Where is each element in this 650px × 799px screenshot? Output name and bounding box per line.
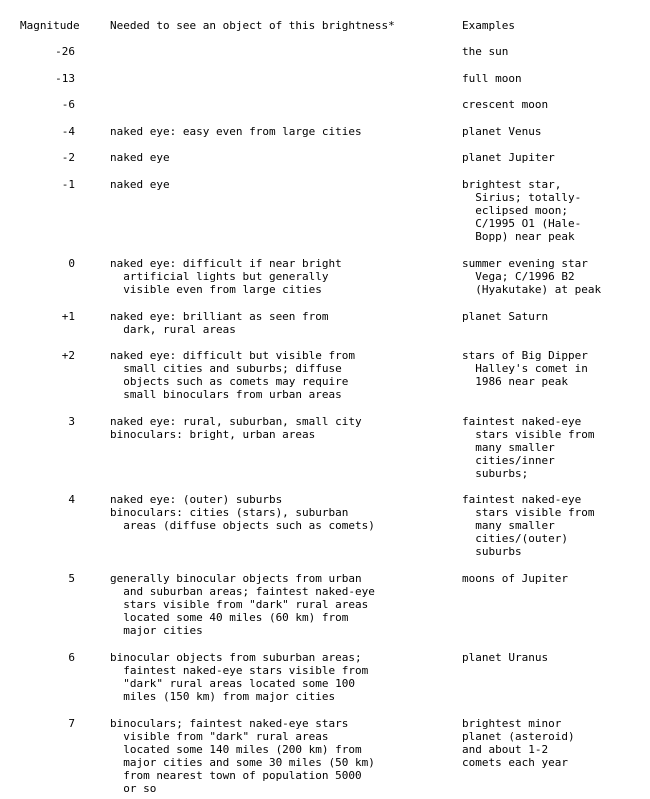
example-line: the sun [462,45,509,58]
magnitude-value: -6 [61,98,75,111]
magnitude-value: 4 [68,493,75,506]
needed-line: faintest naked-eye stars visible from [110,664,369,677]
needed-line: "dark" rural areas located some 100 [110,677,356,690]
example-line: (Hyakutake) at peak [462,283,602,296]
magnitude-value: -26 [55,45,75,58]
needed-line: naked eye [110,151,170,164]
needed-line: binocular objects from suburban areas; [110,651,362,664]
example-line: summer evening star [462,257,588,270]
magnitude-value: -13 [55,72,75,85]
needed-cell [110,125,455,138]
needed-line: binoculars: bright, urban areas [110,428,316,441]
needed-line: naked eye: brilliant as seen from [110,310,329,323]
examples-cell [462,493,647,558]
needed-line: binoculars; faintest naked-eye stars [110,717,349,730]
needed-cell [110,415,455,441]
needed-line: visible from "dark" rural areas [110,730,329,743]
example-line: planet Saturn [462,310,549,323]
example-line: faintest naked-eye [462,415,582,428]
example-line: Halley's comet in [462,362,588,375]
magnitude-value: 3 [68,415,75,428]
example-line: planet Venus [462,125,542,138]
needed-line: naked eye [110,178,170,191]
needed-line: and suburban areas; faintest naked-eye [110,585,375,598]
needed-cell [110,178,455,191]
needed-line: naked eye: rural, suburban, small city [110,415,362,428]
needed-line: binoculars: cities (stars), suburban [110,506,349,519]
needed-cell [110,572,455,637]
example-line: crescent moon [462,98,549,111]
example-line: stars visible from [462,506,595,519]
needed-line: naked eye: difficult but visible from [110,349,356,362]
example-line: Bopp) near peak [462,230,575,243]
example-line: planet (asteroid) [462,730,575,743]
needed-line: objects such as comets may require [110,375,349,388]
example-line: C/1995 O1 (Hale- [462,217,582,230]
needed-cell [110,651,455,703]
examples-cell [462,651,647,664]
example-line: cities/(outer) [462,532,568,545]
needed-line: dark, rural areas [110,323,236,336]
needed-cell [110,493,455,532]
magnitude-value: 6 [68,651,75,664]
examples-cell [462,349,647,388]
needed-line: areas (diffuse objects such as comets) [110,519,375,532]
example-line: many smaller [462,441,555,454]
needed-line: small binoculars from urban areas [110,388,342,401]
examples-cell [462,151,647,164]
needed-cell [110,717,455,795]
needed-line: naked eye: (outer) suburbs [110,493,283,506]
examples-cell [462,572,647,585]
examples-cell [462,717,647,769]
needed-line: major cities [110,624,203,637]
needed-cell [110,310,455,336]
examples-cell [462,178,647,243]
examples-cell [462,415,647,480]
needed-cell [110,257,455,296]
needed-line: visible even from large cities [110,283,322,296]
example-line: eclipsed moon; [462,204,568,217]
examples-cell [462,257,647,296]
example-line: moons of Jupiter [462,572,568,585]
header-magnitude: Magnitude [20,19,80,32]
needed-line: naked eye: easy even from large cities [110,125,362,138]
needed-line: or so [110,782,157,795]
example-line: brightest minor [462,717,562,730]
examples-cell [462,125,647,138]
examples-cell [462,310,647,323]
magnitude-value: +2 [61,349,75,362]
magnitude-value: +1 [61,310,75,323]
example-line: stars of Big Dipper [462,349,588,362]
needed-line: generally binocular objects from urban [110,572,362,585]
header-needed: Needed to see an object of this brightness* [110,19,395,32]
example-line: stars visible from [462,428,595,441]
example-line: and about 1-2 [462,743,549,756]
magnitude-value: 0 [68,257,75,270]
example-line: cities/inner [462,454,555,467]
needed-line: stars visible from "dark" rural areas [110,598,369,611]
magnitude-value: -2 [61,151,75,164]
needed-cell [110,151,455,164]
magnitude-value: 7 [68,717,75,730]
example-line: faintest naked-eye [462,493,582,506]
example-line: comets each year [462,756,568,769]
needed-line: major cities and some 30 miles (50 km) [110,756,375,769]
needed-line: located some 40 miles (60 km) from [110,611,349,624]
example-line: suburbs; [462,467,529,480]
needed-line: located some 140 miles (200 km) from [110,743,362,756]
example-line: Sirius; totally- [462,191,582,204]
magnitude-value: -4 [61,125,75,138]
example-line: planet Uranus [462,651,549,664]
needed-line: miles (150 km) from major cities [110,690,336,703]
needed-line: small cities and suburbs; diffuse [110,362,342,375]
example-line: brightest star, [462,178,562,191]
example-line: suburbs [462,545,522,558]
needed-cell [110,349,455,401]
needed-line: from nearest town of population 5000 [110,769,362,782]
header-examples: Examples [462,19,515,32]
examples-cell [462,98,647,111]
magnitude-value: 5 [68,572,75,585]
needed-line: naked eye: difficult if near bright [110,257,342,270]
example-line: 1986 near peak [462,375,568,388]
example-line: many smaller [462,519,555,532]
examples-cell [462,72,647,85]
examples-cell [462,45,647,58]
example-line: full moon [462,72,522,85]
example-line: planet Jupiter [462,151,555,164]
needed-line: artificial lights but generally [110,270,329,283]
magnitude-value: -1 [61,178,75,191]
example-line: Vega; C/1996 B2 [462,270,575,283]
